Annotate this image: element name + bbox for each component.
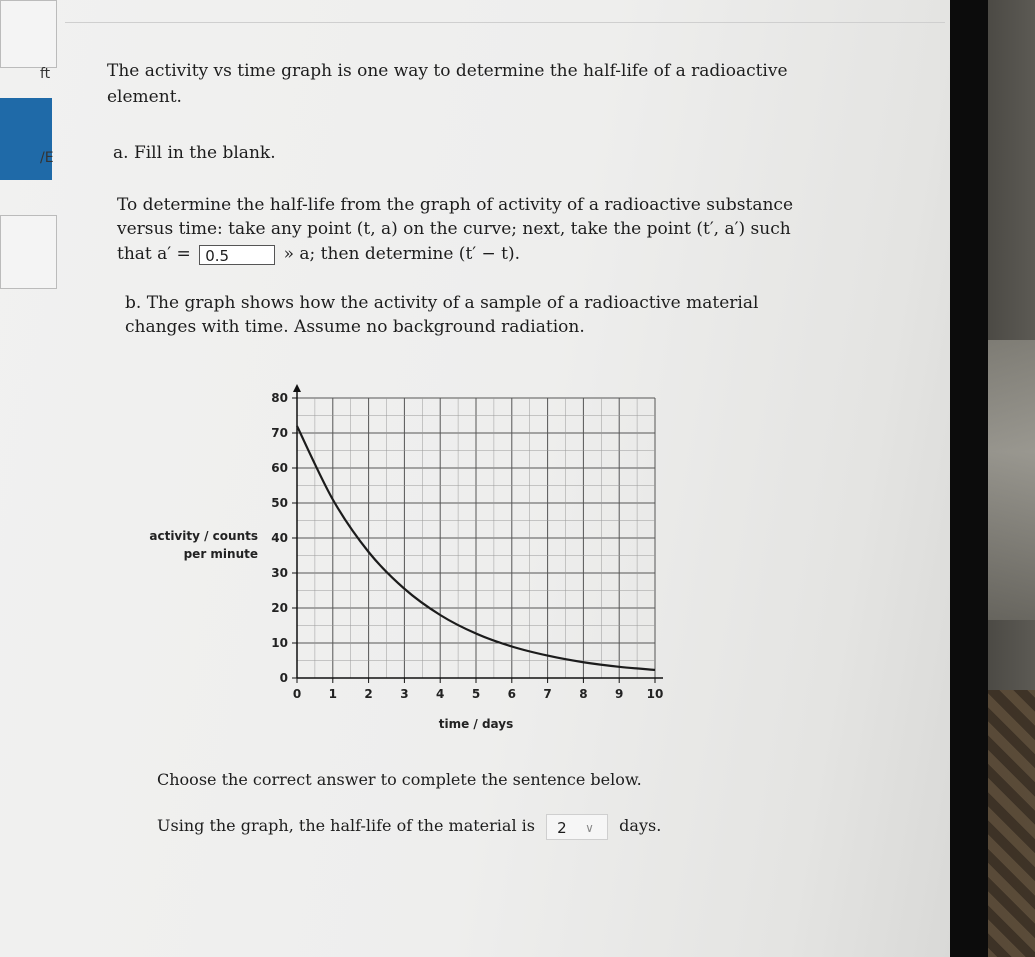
part-a-line-3-post: » a; then determine (t′ − t). — [283, 244, 521, 264]
top-divider — [65, 22, 945, 23]
x-tick-label: 4 — [436, 687, 445, 701]
x-tick-label: 3 — [400, 687, 409, 701]
x-tick-label: 6 — [507, 687, 516, 701]
side-mark-2: /E — [40, 150, 54, 166]
chart-x-label: time / days — [438, 717, 514, 731]
part-a-line-3-pre: that a′ = — [117, 244, 191, 264]
x-tick-label: 2 — [364, 687, 373, 701]
y-tick-label: 50 — [271, 496, 288, 510]
chart-y-label — [130, 527, 258, 563]
x-tick-label: 10 — [646, 687, 664, 701]
y-tick-label: 40 — [271, 531, 288, 545]
y-tick-label: 0 — [279, 671, 288, 685]
choose-instruction: Choose the correct answer to complete the sentence below. — [157, 770, 642, 789]
half-life-dropdown[interactable] — [546, 814, 608, 840]
panel-active-tab[interactable] — [0, 98, 52, 180]
dropdown-value: 2 — [557, 818, 567, 837]
part-b-line-2: changes with time. Assume no background radiation. — [125, 317, 585, 337]
part-a-line-1: To determine the half-life from the graph of activity of a radioactive substance — [117, 195, 794, 215]
x-tick-label: 8 — [579, 687, 588, 701]
sentence-pre: Using the graph, the half-life of the material is — [157, 816, 535, 835]
y-tick-label: 80 — [271, 391, 288, 405]
x-tick-label: 9 — [615, 687, 624, 701]
part-a-title: a. Fill in the blank. — [113, 143, 276, 163]
sentence-post: days. — [619, 816, 662, 835]
x-tick-label: 7 — [543, 687, 552, 701]
background-light — [985, 340, 1035, 620]
part-b-line-1: b. The graph shows how the activity of a sample of a radioactive material — [125, 293, 759, 313]
side-mark-1: ft — [40, 66, 51, 82]
half-ratio-input[interactable]: 0.5 — [199, 245, 275, 265]
left-panel — [0, 0, 58, 957]
panel-thumb-1[interactable] — [0, 0, 57, 68]
answer-sentence — [157, 813, 661, 840]
y-label-line-1: activity / counts — [149, 529, 258, 543]
monitor-bezel — [948, 0, 988, 957]
activity-time-chart — [240, 375, 700, 745]
part-a-line-2: versus time: take any point (t, a) on the curve; next, take the point (t′, a′) such — [117, 219, 791, 239]
intro-line-2: element. — [107, 87, 182, 107]
panel-thumb-2[interactable] — [0, 215, 57, 289]
intro-line-1: The activity vs time graph is one way to determine the half-life of a radioactive — [107, 61, 788, 81]
chevron-down-icon: ∨ — [585, 820, 594, 835]
y-tick-label: 10 — [271, 636, 288, 650]
y-label-line-2: per minute — [183, 547, 258, 561]
y-tick-label: 60 — [271, 461, 288, 475]
y-tick-label: 20 — [271, 601, 288, 615]
x-tick-label: 5 — [471, 687, 481, 701]
y-tick-label: 30 — [271, 566, 288, 580]
part-a-line-3 — [117, 241, 520, 267]
x-tick-label: 0 — [292, 687, 302, 701]
x-tick-label: 1 — [328, 687, 337, 701]
y-tick-label: 70 — [271, 426, 288, 440]
y-axis-arrow-icon — [293, 384, 301, 392]
